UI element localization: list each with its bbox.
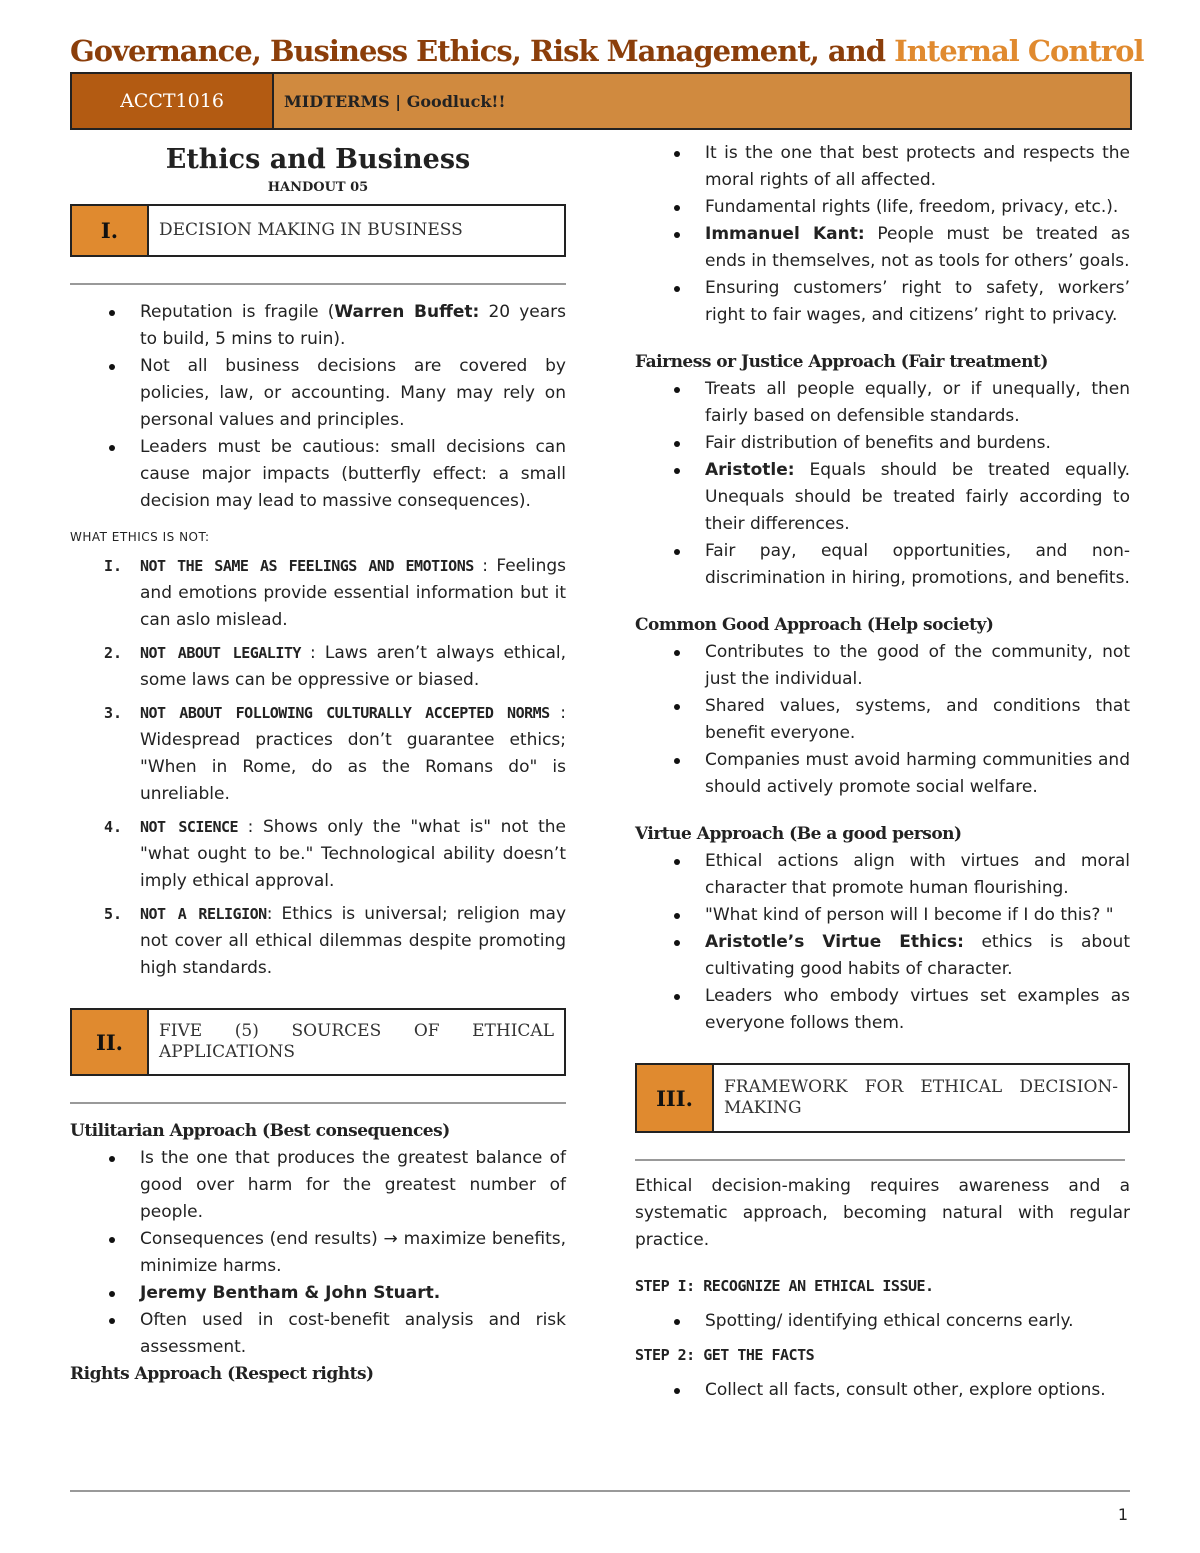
exam-note: MIDTERMS | Goodluck!! [274,74,1130,128]
list-item: Ensuring customers’ right to safety, workers’ right to fair wages, and citizens’ right to privacy. [635,275,1130,329]
common-good-list [635,639,1130,801]
utilitarian-heading: Utilitarian Approach (Best consequences) [70,1121,450,1141]
fairness-list [635,376,1130,592]
virtue-list [635,848,1130,1037]
list-item: Fair distribution of benefits and burdens. [635,430,1130,457]
list-item: Ethical actions align with virtues and moral character that promote human flourishing. [635,848,1130,902]
list-item: I. NOT THE SAME AS FEELINGS AND EMOTIONS : Feelings and emotions provide essential information but it can aslo mislead. [104,556,566,630]
list-item: Spotting/ identifying ethical concerns early. [635,1308,1130,1335]
list-item: Fair pay, equal opportunities, and non-discrimination in hiring, promotions, and benefits. [635,538,1130,592]
what-ethics-is-not-heading: WHAT ETHICS IS NOT: [70,530,210,544]
list-item: 4. NOT SCIENCE : Shows only the "what is" not the "what ought to be." Technological ability doesn’t imply ethical approval. [104,817,566,891]
section-header-2 [70,1008,566,1076]
section-label: FIVE (5) SOURCES OF ETHICAL APPLICATIONS [159,1021,554,1062]
list-item: Is the one that produces the greatest balance of good over harm for the greatest number of people. [70,1145,566,1226]
footer-divider [70,1490,1130,1492]
list-item: Leaders must be cautious: small decisions can cause major impacts (butterfly effect: a small decision may lead to massive consequences). [70,434,566,515]
right-column [635,140,1130,1404]
list-item: Consequences (end results) → maximize benefits, minimize harms. [70,1226,566,1280]
list-item: Companies must avoid harming communities and should actively promote social welfare. [635,747,1130,801]
list-item: Collect all facts, consult other, explore options. [635,1377,1130,1404]
framework-intro: Ethical decision-making requires awareness and a systematic approach, becoming natural with regular practice. [635,1176,1130,1250]
intro-bullet-list [70,299,566,515]
step-2-list [635,1377,1130,1404]
virtue-heading: Virtue Approach (Be a good person) [635,824,962,844]
rights-list [635,140,1130,329]
page-number: 1 [1117,1505,1128,1524]
document-title-accent: Internal Control [894,34,1144,68]
list-item: Treats all people equally, or if unequally, then fairly based on defensible standards. [635,376,1130,430]
section-label: FRAMEWORK FOR ETHICAL DECISION-MAKING [724,1077,1118,1118]
course-code: ACCT1016 [72,74,274,128]
step-1-heading: STEP I: RECOGNIZE AN ETHICAL ISSUE. [635,1277,934,1295]
list-item: It is the one that best protects and respects the moral rights of all affected. [635,140,1130,194]
list-item: Not all business decisions are covered by policies, law, or accounting. Many may rely on personal values and principles. [70,353,566,434]
course-header-bar [70,72,1132,130]
list-item: "What kind of person will I become if I do this? " [635,902,1130,929]
section-header-1 [70,204,566,257]
rights-heading: Rights Approach (Respect rights) [70,1364,374,1384]
section-header-3 [635,1063,1130,1133]
list-item: Aristotle: Equals should be treated equally. Unequals should be treated fairly according to their differences. [635,457,1130,538]
list-item: 3. NOT ABOUT FOLLOWING CULTURALLY ACCEPTED NORMS : Widespread practices don’t guarantee ethics; "When in Rome, do as the Romans do" is unreliable. [104,703,566,804]
list-item: Jeremy Bentham & John Stuart. [70,1280,566,1307]
list-item: Shared values, systems, and conditions that benefit everyone. [635,693,1130,747]
step-1-list [635,1308,1130,1335]
fairness-heading: Fairness or Justice Approach (Fair treatment) [635,352,1048,372]
common-good-heading: Common Good Approach (Help society) [635,615,994,635]
list-item: Immanuel Kant: People must be treated as ends in themselves, not as tools for others’ goals. [635,221,1130,275]
handout-label: HANDOUT 05 [267,180,369,195]
list-item: 2. NOT ABOUT LEGALITY : Laws aren’t always ethical, some laws can be oppressive or biased. [104,643,566,690]
list-item: Often used in cost-benefit analysis and risk assessment. [70,1307,566,1361]
list-item: Fundamental rights (life, freedom, privacy, etc.). [635,194,1130,221]
list-item: Aristotle’s Virtue Ethics: ethics is about cultivating good habits of character. [635,929,1130,983]
section-number: III. [637,1065,714,1131]
list-item: Reputation is fragile (Warren Buffet: 20 years to build, 5 mins to ruin). [70,299,566,353]
document-title [70,34,1144,68]
list-item: Contributes to the good of the community, not just the individual. [635,639,1130,693]
list-item: Leaders who embody virtues set examples as everyone follows them. [635,983,1130,1037]
utilitarian-list [70,1145,566,1361]
document-title-main: Governance, Business Ethics, Risk Management, and [70,34,886,68]
section-label: DECISION MAKING IN BUSINESS [159,220,463,240]
left-column [70,140,566,1388]
page-title: Ethics and Business [165,144,471,175]
section-number: I. [72,206,149,255]
step-2-heading: STEP 2: GET THE FACTS [635,1346,815,1364]
list-item: 5. NOT A RELIGION: Ethics is universal; religion may not cover all ethical dilemmas despite promoting high standards. [104,904,567,978]
section-number: II. [72,1010,149,1074]
